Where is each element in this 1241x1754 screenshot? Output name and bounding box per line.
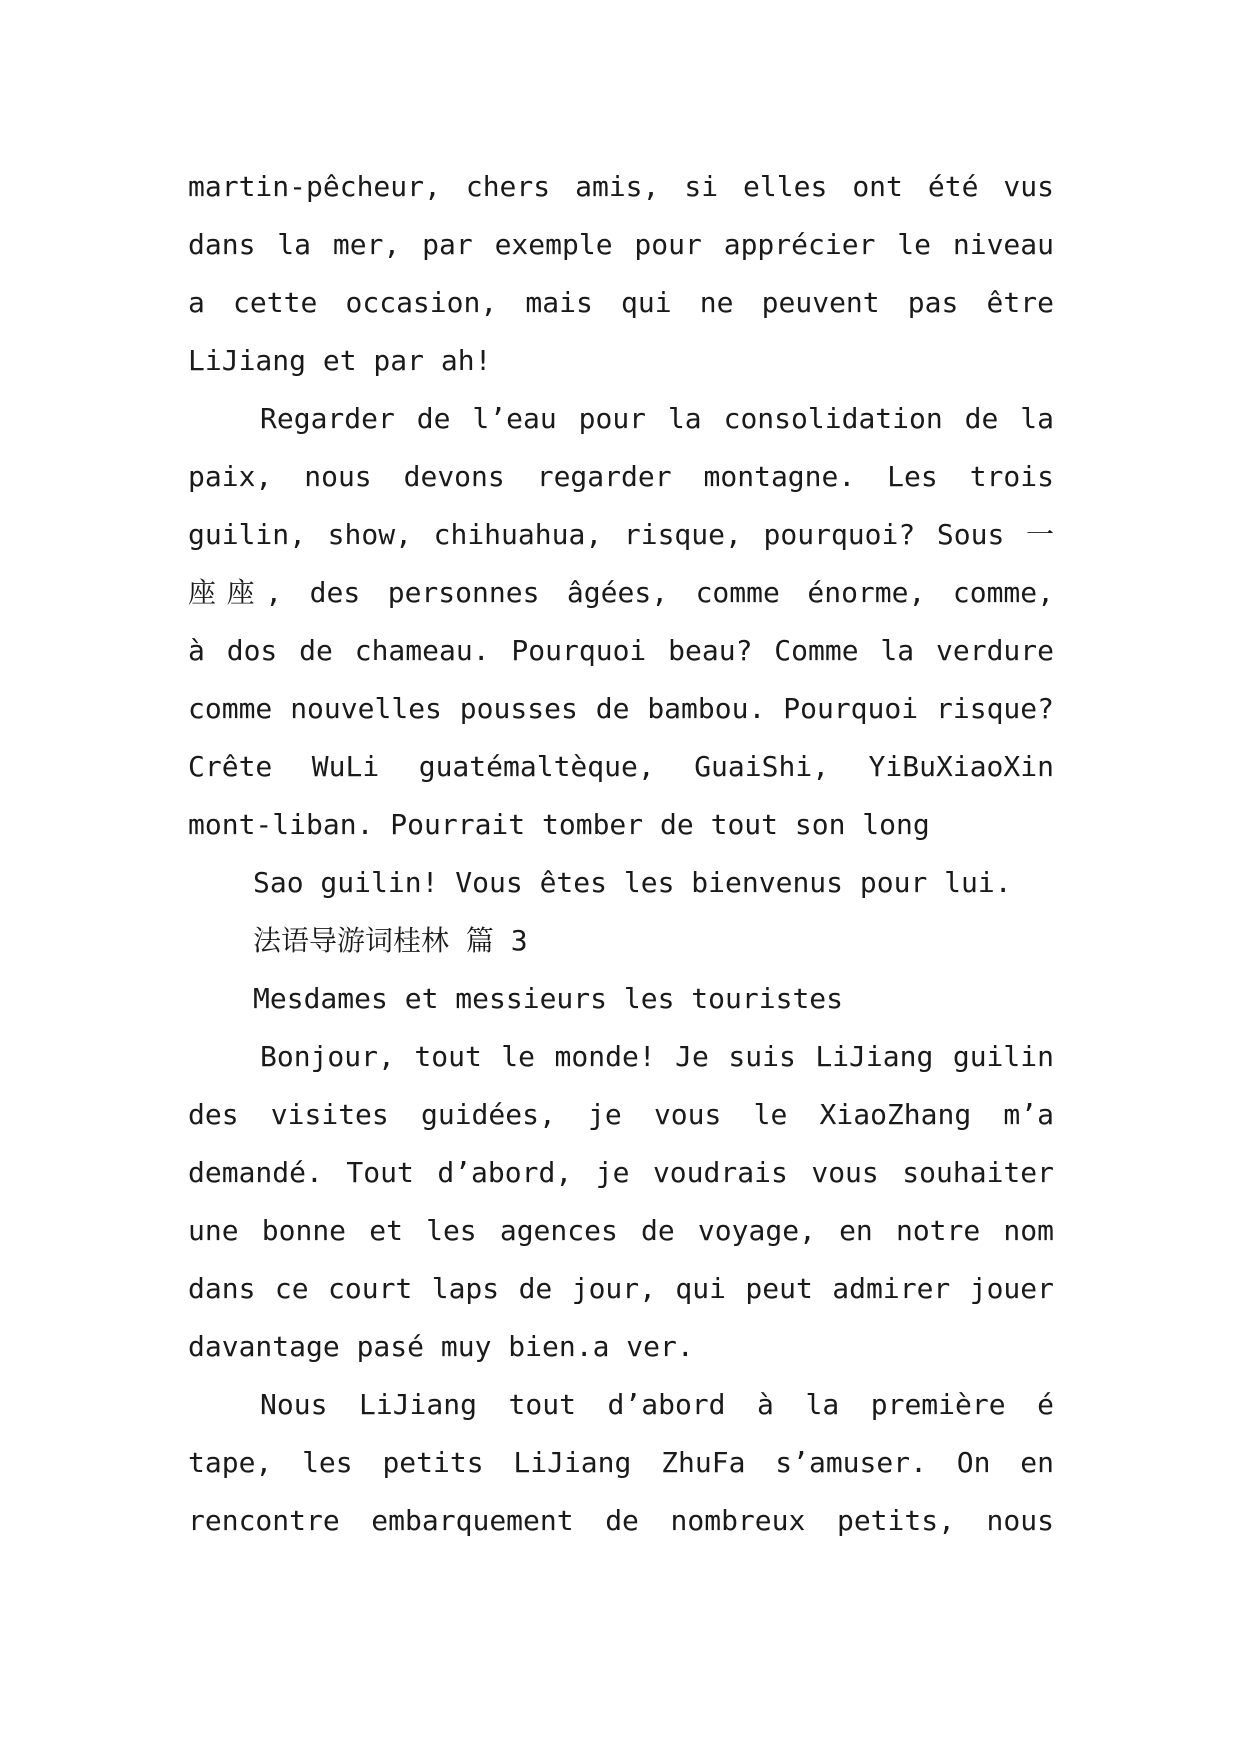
text-line: dans la mer, par exemple pour apprécier le niveau [188,228,1054,261]
paragraph-line: Mesdames et messieurs les touristes [253,982,844,1015]
text-line: comme nouvelles pousses de bambou. Pourquoi risque? [188,692,1054,725]
text-line: tape, les petits LiJiang ZhuFa s’amuser. On en [188,1446,1054,1479]
text-line: des visites guidées, je vous le XiaoZhang m’a [188,1098,1054,1131]
text-line: rencontre embarquement de nombreux petits, nous [188,1504,1054,1537]
paragraph-first-line: Nous LiJiang tout d’abord à la première é [260,1388,1054,1421]
section-heading: 法语导游词桂林 篇 3 [253,924,528,957]
text-line: LiJiang et par ah! [188,344,492,377]
text-line: paix, nous devons regarder montagne. Les trois [188,460,1054,493]
text-line: guilin, show, chihuahua, risque, pourquoi? Sous 一 [188,518,1054,551]
paragraph-first-line: Regarder de l’eau pour la consolidation de la [260,402,1054,435]
text-line: 座座, des personnes âgées, comme énorme, comme, [188,576,1054,609]
text-line: une bonne et les agences de voyage, en notre nom [188,1214,1054,1247]
text-line: à dos de chameau. Pourquoi beau? Comme la verdure [188,634,1054,667]
text-line: a cette occasion, mais qui ne peuvent pas être [188,286,1054,319]
text-line: martin-pêcheur, chers amis, si elles ont été vus [188,170,1054,203]
paragraph-first-line: Bonjour, tout le monde! Je suis LiJiang guilin [260,1040,1054,1073]
text-line: demandé. Tout d’abord, je voudrais vous souhaiter [188,1156,1054,1189]
text-line: dans ce court laps de jour, qui peut admirer jouer [188,1272,1054,1305]
paragraph-line: Sao guilin! Vous êtes les bienvenus pour lui. [253,866,1012,899]
text-line: Crête WuLi guatémaltèque, GuaiShi, YiBuXiaoXin [188,750,1054,783]
text-line: mont-liban. Pourrait tomber de tout son long [188,808,930,841]
text-line: davantage pasé muy bien.a ver. [188,1330,694,1363]
